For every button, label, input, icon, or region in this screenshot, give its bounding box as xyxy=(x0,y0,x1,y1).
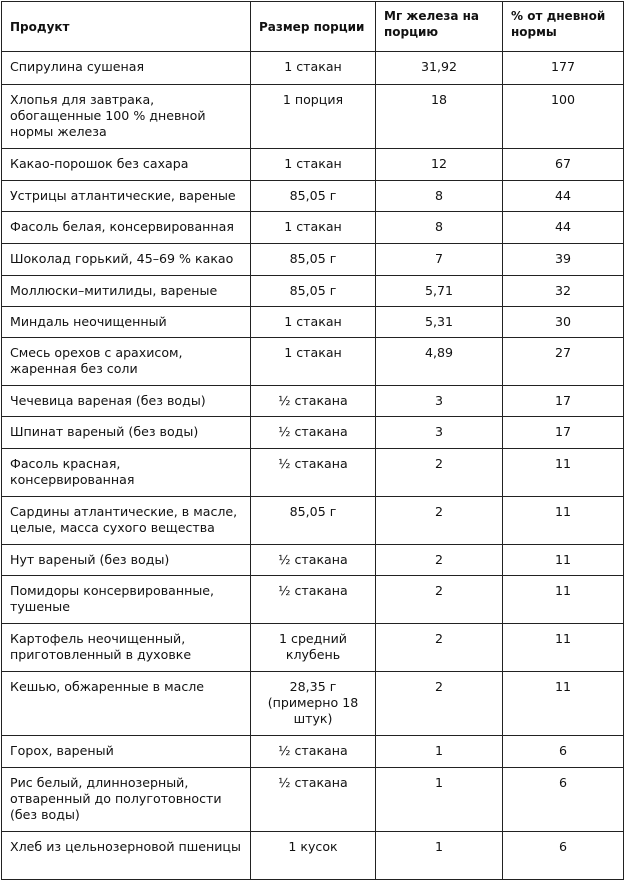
product-cell: Фасоль белая, консервированная xyxy=(2,212,251,244)
portion-cell: 1 стакан xyxy=(251,212,376,244)
product-cell: Кешью, обжаренные в масле xyxy=(2,672,251,736)
table-row xyxy=(2,576,624,624)
percent-cell: 67 xyxy=(503,149,624,181)
iron-cell: 2 xyxy=(376,672,503,736)
product-cell: Помидоры консервированные, тушеные xyxy=(2,576,251,624)
percent-cell: 11 xyxy=(503,545,624,576)
header-portion: Размер порции xyxy=(251,2,376,52)
table-row xyxy=(2,768,624,832)
iron-cell: 2 xyxy=(376,449,503,497)
portion-cell: 85,05 г xyxy=(251,276,376,307)
portion-cell: ½ стакана xyxy=(251,545,376,576)
percent-cell: 100 xyxy=(503,85,624,149)
iron-cell: 3 xyxy=(376,417,503,449)
product-cell: Спирулина сушеная xyxy=(2,52,251,85)
product-cell: Миндаль неочищенный xyxy=(2,307,251,338)
table-row xyxy=(2,307,624,338)
product-cell: Хлеб из цельнозерновой пшеницы xyxy=(2,832,251,880)
percent-cell: 6 xyxy=(503,768,624,832)
header-percent: % от дневной нормы xyxy=(503,2,624,52)
table-row xyxy=(2,736,624,768)
portion-cell: 85,05 г xyxy=(251,244,376,276)
header-product: Продукт xyxy=(2,2,251,52)
portion-cell: ½ стакана xyxy=(251,576,376,624)
iron-cell: 4,89 xyxy=(376,338,503,386)
iron-cell: 2 xyxy=(376,576,503,624)
portion-cell: 85,05 г xyxy=(251,497,376,545)
iron-cell: 31,92 xyxy=(376,52,503,85)
product-cell: Чечевица вареная (без воды) xyxy=(2,386,251,417)
percent-cell: 6 xyxy=(503,736,624,768)
table-row xyxy=(2,624,624,672)
product-cell: Моллюски–митилиды, вареные xyxy=(2,276,251,307)
product-cell: Хлопья для завтрака, обогащенные 100 % дневной нормы железа xyxy=(2,85,251,149)
percent-cell: 39 xyxy=(503,244,624,276)
table-row xyxy=(2,832,624,880)
iron-cell: 3 xyxy=(376,386,503,417)
product-cell: Шоколад горький, 45–69 % какао xyxy=(2,244,251,276)
table-row xyxy=(2,212,624,244)
portion-cell: 1 средний клубень xyxy=(251,624,376,672)
portion-cell: 1 стакан xyxy=(251,338,376,386)
percent-cell: 32 xyxy=(503,276,624,307)
iron-cell: 7 xyxy=(376,244,503,276)
percent-cell: 17 xyxy=(503,386,624,417)
iron-cell: 12 xyxy=(376,149,503,181)
portion-cell: 1 кусок xyxy=(251,832,376,880)
percent-cell: 11 xyxy=(503,497,624,545)
portion-cell: 1 стакан xyxy=(251,307,376,338)
iron-cell: 5,31 xyxy=(376,307,503,338)
table-row xyxy=(2,449,624,497)
percent-cell: 11 xyxy=(503,449,624,497)
iron-cell: 8 xyxy=(376,212,503,244)
product-cell: Сардины атлантические, в масле, целые, масса сухого вещества xyxy=(2,497,251,545)
iron-content-table xyxy=(1,1,624,880)
portion-cell: 1 порция xyxy=(251,85,376,149)
table-row xyxy=(2,149,624,181)
portion-cell: ½ стакана xyxy=(251,386,376,417)
table-row xyxy=(2,386,624,417)
iron-cell: 5,71 xyxy=(376,276,503,307)
portion-cell: ½ стакана xyxy=(251,449,376,497)
portion-cell: ½ стакана xyxy=(251,417,376,449)
portion-cell: 28,35 г (примерно 18 штук) xyxy=(251,672,376,736)
iron-cell: 2 xyxy=(376,497,503,545)
product-cell: Рис белый, длиннозерный, отваренный до полуготовности (без воды) xyxy=(2,768,251,832)
table-row xyxy=(2,338,624,386)
table-row xyxy=(2,417,624,449)
iron-cell: 18 xyxy=(376,85,503,149)
portion-cell: 85,05 г xyxy=(251,181,376,212)
percent-cell: 30 xyxy=(503,307,624,338)
table-row xyxy=(2,545,624,576)
percent-cell: 44 xyxy=(503,212,624,244)
table-row xyxy=(2,672,624,736)
table-row xyxy=(2,276,624,307)
percent-cell: 11 xyxy=(503,576,624,624)
header-iron: Мг железа на порцию xyxy=(376,2,503,52)
iron-cell: 1 xyxy=(376,736,503,768)
portion-cell: ½ стакана xyxy=(251,768,376,832)
percent-cell: 177 xyxy=(503,52,624,85)
product-cell: Смесь орехов с арахисом, жаренная без соли xyxy=(2,338,251,386)
iron-cell: 2 xyxy=(376,545,503,576)
iron-cell: 2 xyxy=(376,624,503,672)
percent-cell: 6 xyxy=(503,832,624,880)
header-row xyxy=(2,2,624,52)
product-cell: Устрицы атлантические, вареные xyxy=(2,181,251,212)
portion-cell: ½ стакана xyxy=(251,736,376,768)
table-row xyxy=(2,244,624,276)
product-cell: Картофель неочищенный, приготовленный в духовке xyxy=(2,624,251,672)
table-row xyxy=(2,497,624,545)
table-row xyxy=(2,52,624,85)
iron-cell: 1 xyxy=(376,768,503,832)
percent-cell: 11 xyxy=(503,672,624,736)
table-row xyxy=(2,181,624,212)
product-cell: Фасоль красная, консервированная xyxy=(2,449,251,497)
percent-cell: 27 xyxy=(503,338,624,386)
product-cell: Нут вареный (без воды) xyxy=(2,545,251,576)
percent-cell: 44 xyxy=(503,181,624,212)
table-row xyxy=(2,85,624,149)
product-cell: Горох, вареный xyxy=(2,736,251,768)
iron-cell: 1 xyxy=(376,832,503,880)
percent-cell: 11 xyxy=(503,624,624,672)
portion-cell: 1 стакан xyxy=(251,149,376,181)
percent-cell: 17 xyxy=(503,417,624,449)
portion-cell: 1 стакан xyxy=(251,52,376,85)
product-cell: Шпинат вареный (без воды) xyxy=(2,417,251,449)
product-cell: Какао-порошок без сахара xyxy=(2,149,251,181)
iron-cell: 8 xyxy=(376,181,503,212)
